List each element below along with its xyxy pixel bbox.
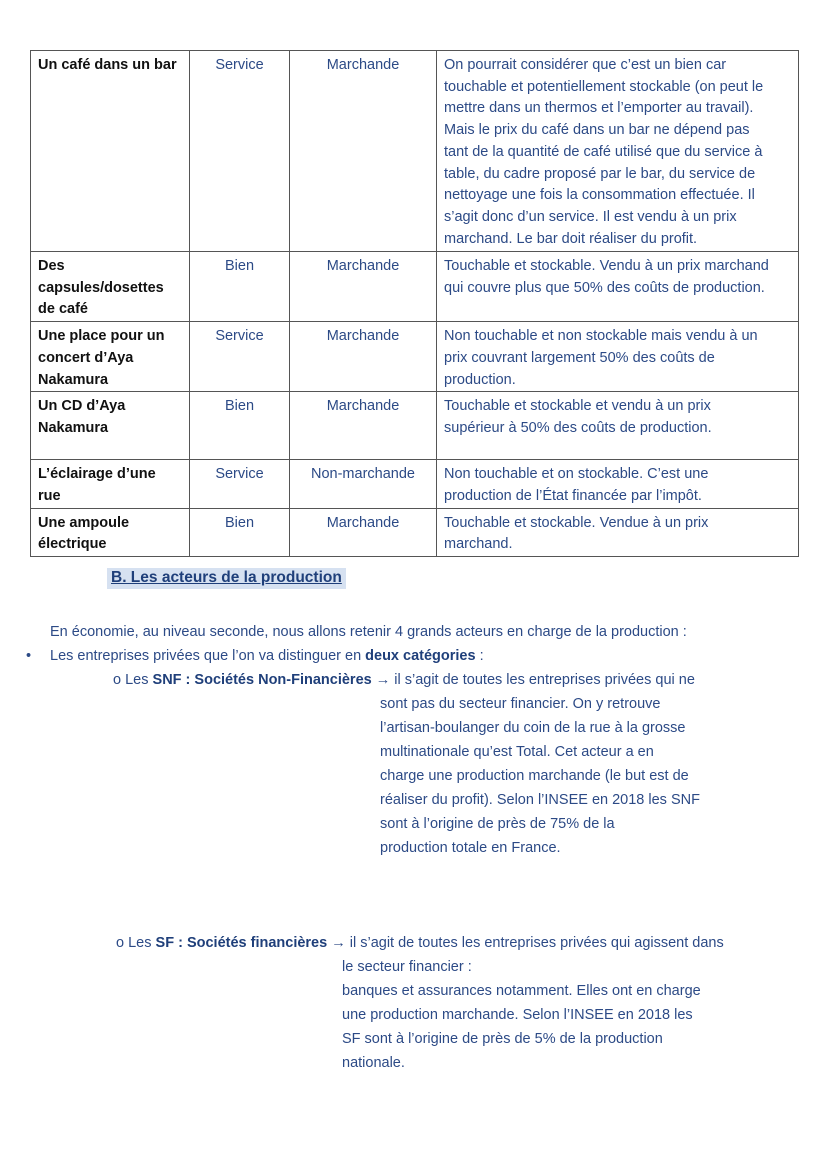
bullet-text-end: : bbox=[475, 648, 484, 664]
snf-paragraph-line: réaliser du profit). Selon l’INSEE en 2018 les SNF bbox=[380, 792, 700, 808]
table-row bbox=[31, 322, 799, 392]
sf-paragraph-line: banques et assurances notamment. Elles ont en charge bbox=[342, 983, 701, 999]
explanation-line: marchand. bbox=[444, 536, 513, 553]
production-table bbox=[30, 50, 799, 557]
snf-paragraph-line: l’artisan-boulanger du coin de la rue à la grosse bbox=[380, 720, 686, 736]
sf-paragraph-line: SF sont à l’origine de près de 5% de la production bbox=[342, 1031, 663, 1047]
bullet-line bbox=[50, 644, 484, 668]
item-cell: Une ampoule électrique bbox=[31, 508, 190, 556]
table-row bbox=[31, 51, 799, 252]
table-row bbox=[31, 252, 799, 322]
sf-full-name: Sociétés financières bbox=[186, 935, 328, 951]
arrow-icon: → bbox=[327, 935, 350, 951]
snf-paragraph bbox=[380, 692, 700, 860]
sf-paragraph bbox=[342, 955, 701, 1075]
table-row bbox=[31, 460, 799, 508]
snf-paragraph-line: production totale en France. bbox=[380, 840, 561, 856]
production-cell: Marchande bbox=[290, 51, 437, 252]
explanation-line: Touchable et stockable et vendu à un prix bbox=[444, 398, 711, 415]
item-cell: Un CD d’Aya Nakamura bbox=[31, 392, 190, 460]
explanation-line: table, du cadre proposé par le bar, du service de bbox=[444, 165, 756, 182]
snf-paragraph-line: sont à l’origine de près de 75% de la bbox=[380, 816, 615, 832]
type-cell: Bien bbox=[190, 508, 290, 556]
production-cell: Marchande bbox=[290, 322, 437, 392]
table-row bbox=[31, 392, 799, 460]
explanation-line: supérieur à 50% des coûts de production. bbox=[444, 419, 712, 436]
sf-prefix: Les bbox=[128, 935, 156, 951]
bullet-bold-text: deux catégories bbox=[365, 648, 476, 664]
explanation-line: qui couvre plus que 50% des coûts de production. bbox=[444, 279, 765, 296]
explanation-line: marchand. Le bar doit réaliser du profit. bbox=[444, 230, 698, 247]
table-row bbox=[31, 508, 799, 556]
explanation-line: production. bbox=[444, 371, 516, 388]
sf-acronym: SF bbox=[155, 935, 175, 951]
explanation-cell bbox=[437, 322, 799, 392]
production-cell: Marchande bbox=[290, 508, 437, 556]
production-cell: Marchande bbox=[290, 252, 437, 322]
type-cell: Service bbox=[190, 51, 290, 252]
item-cell: Un café dans un bar bbox=[31, 51, 190, 252]
type-cell: Service bbox=[190, 460, 290, 508]
snf-separator: : bbox=[181, 672, 195, 688]
explanation-line: prix couvrant largement 50% des coûts de bbox=[444, 349, 715, 366]
explanation-line: Non touchable et on stockable. C’est une bbox=[444, 466, 709, 483]
item-cell: Une place pour un concert d’Aya Nakamura bbox=[31, 322, 190, 392]
explanation-line: mettre dans un thermos et l’emporter au travail). bbox=[444, 100, 754, 117]
sf-definition: il s’agit de toutes les entreprises privées qui agissent dans bbox=[349, 935, 724, 951]
explanation-line: Mais le prix du café dans un bar ne dépend pas bbox=[444, 122, 750, 139]
sf-separator: : bbox=[174, 935, 187, 951]
snf-full-name: Sociétés Non-Financières bbox=[194, 672, 372, 688]
explanation-line: touchable et potentiellement stockable (on peut le bbox=[444, 78, 764, 95]
explanation-line: On pourrait considérer que c’est un bien car bbox=[444, 57, 727, 73]
item-cell: L’éclairage d’une rue bbox=[31, 460, 190, 508]
intro-paragraph: En économie, au niveau seconde, nous allons retenir 4 grands acteurs en charge de la production : bbox=[50, 624, 687, 640]
section-title: B. Les acteurs de la production bbox=[107, 568, 346, 589]
bullet-text: Les entreprises privées que l’on va distinguer en bbox=[50, 648, 366, 664]
production-cell: Marchande bbox=[290, 392, 437, 460]
sf-line bbox=[116, 931, 724, 955]
explanation-line: Touchable et stockable. Vendue à un prix bbox=[444, 514, 709, 531]
snf-definition: il s’agit de toutes les entreprises privées qui ne bbox=[394, 672, 695, 688]
type-cell: Service bbox=[190, 322, 290, 392]
explanation-cell bbox=[437, 51, 799, 252]
production-cell: Non-marchande bbox=[290, 460, 437, 508]
bullet-icon: • bbox=[26, 648, 32, 664]
explanation-cell bbox=[437, 508, 799, 556]
sub-bullet-icon: o bbox=[116, 935, 125, 951]
explanation-cell bbox=[437, 252, 799, 322]
snf-paragraph-line: multinationale qu’est Total. Cet acteur a en bbox=[380, 744, 654, 760]
explanation-line: Non touchable et non stockable mais vendu à un bbox=[444, 328, 758, 345]
sf-paragraph-line: nationale. bbox=[342, 1055, 405, 1071]
explanation-line: Touchable et stockable. Vendu à un prix marchand bbox=[444, 258, 769, 274]
snf-line bbox=[113, 668, 695, 692]
explanation-line: production de l’État financée par l’impôt. bbox=[444, 487, 702, 504]
type-cell: Bien bbox=[190, 392, 290, 460]
explanation-cell bbox=[437, 392, 799, 460]
snf-prefix: Les bbox=[125, 672, 153, 688]
sf-paragraph-line: le secteur financier : bbox=[342, 959, 472, 975]
snf-acronym: SNF bbox=[152, 672, 182, 688]
arrow-icon: → bbox=[371, 672, 395, 688]
snf-paragraph-line: charge une production marchande (le but est de bbox=[380, 768, 689, 784]
type-cell: Bien bbox=[190, 252, 290, 322]
item-cell: Des capsules/dosettes de café bbox=[31, 252, 190, 322]
sub-bullet-icon: o bbox=[113, 672, 122, 688]
explanation-line: s’agit donc d’un service. Il est vendu à un prix bbox=[444, 208, 737, 225]
explanation-cell bbox=[437, 460, 799, 508]
sf-paragraph-line: une production marchande. Selon l’INSEE en 2018 les bbox=[342, 1007, 693, 1023]
explanation-line: tant de la quantité de café utilisé que du service à bbox=[444, 143, 763, 160]
explanation-line: nettoyage une fois la consommation effectuée. Il bbox=[444, 187, 755, 204]
snf-paragraph-line: sont pas du secteur financier. On y retrouve bbox=[380, 696, 661, 712]
